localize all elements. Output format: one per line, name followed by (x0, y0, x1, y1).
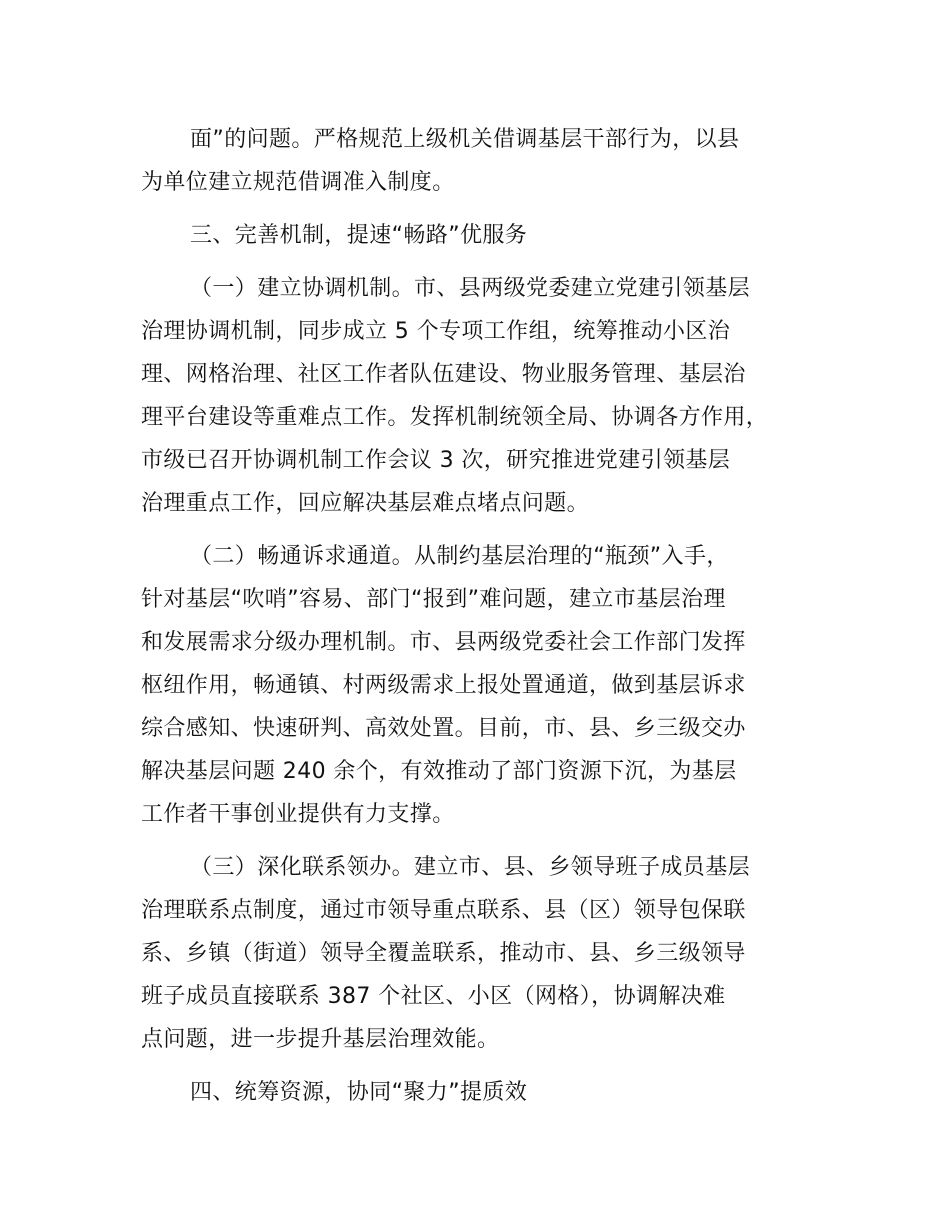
text-line: （一）建立协调机制。市、县两级党委建立党建引领基层 (190, 276, 751, 301)
text-line: 为单位建立规范借调准入制度。 (141, 170, 455, 195)
text-line: 和发展需求分级办理机制。市、县两级党委社会工作部门发挥 (141, 630, 746, 655)
text-line: 解决基层问题 240 余个，有效推动了部门资源下沉，为基层 (141, 759, 737, 784)
section-heading: 四、统筹资源，协同“聚力”提质效 (190, 1080, 528, 1105)
text-line: （三）深化联系领办。建立市、县、乡领导班子成员基层 (190, 855, 751, 880)
text-line: 工作者干事创业提供有力支撑。 (141, 802, 455, 827)
text-line: （二）畅通诉求通道。从制约基层治理的“瓶颈”入手， (190, 544, 729, 569)
text-line: 市级已召开协调机制工作会议 3 次，研究推进党建引领基层 (141, 448, 731, 473)
text-line: 面”的问题。严格规范上级机关借调基层干部行为，以县 (190, 127, 740, 152)
text-line: 治理联系点制度，通过市领导重点联系、县（区）领导包保联 (141, 898, 746, 923)
text-line: 系、乡镇（街道）领导全覆盖联系，推动市、县、乡三级领导 (141, 941, 746, 966)
text-line: 理平台建设等重难点工作。发挥机制统领全局、协调各方作用， (141, 405, 769, 430)
text-line: 治理重点工作，回应解决基层难点堵点问题。 (141, 491, 590, 516)
text-line: 班子成员直接联系 387 个社区、小区（网格），协调解决难 (141, 984, 726, 1009)
text-line: 点问题，进一步提升基层治理效能。 (141, 1027, 500, 1052)
text-line: 针对基层“吹哨”容易、部门“报到”难问题，建立市基层治理 (141, 587, 726, 612)
section-heading: 三、完善机制，提速“畅路”优服务 (190, 223, 528, 248)
text-line: 治理协调机制，同步成立 5 个专项工作组，统筹推动小区治 (141, 319, 731, 344)
text-line: 枢纽作用，畅通镇、村两级需求上报处置通道，做到基层诉求 (141, 673, 746, 698)
text-line: 理、网格治理、社区工作者队伍建设、物业服务管理、基层治 (141, 362, 746, 387)
text-line: 综合感知、快速研判、高效处置。目前，市、县、乡三级交办 (141, 716, 746, 741)
